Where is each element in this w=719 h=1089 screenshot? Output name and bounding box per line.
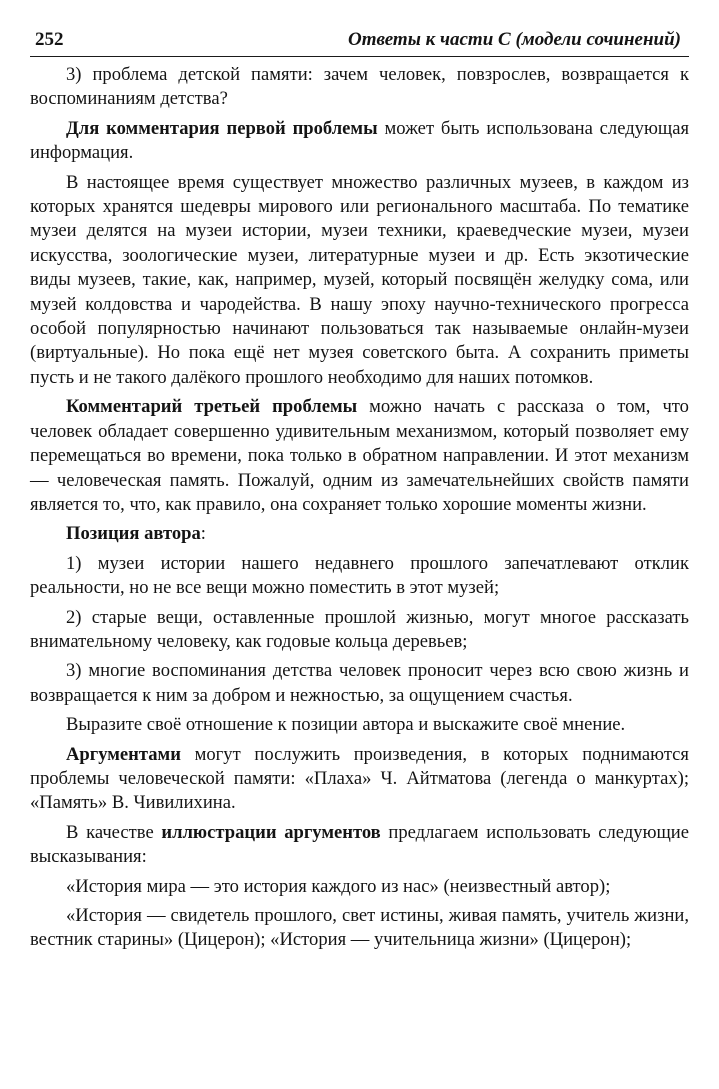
paragraph: Позиция автора: — [66, 523, 206, 545]
paragraph: 1) музеи истории нашего недавнего прошлого запечатлевают отклик реальности, но не все вещи можно поместить в этот музей; — [30, 552, 689, 599]
paragraph: В настоящее время существует множество различных музеев, в каждом из которых хранятся шедевры мирового или регионального масштаба. По тематике музеи делятся на музеи истории, музеи техники, краеведческие музеи, музеи искусства, зоологические музеи, литературные музеи и др. Есть экзотические виды музеев, такие, как, например, музей, который посвящён желудку сома, или музей колдовства и чародейства. В нашу эпоху научно-технического прогресса особой популярностью начинают пользоваться так называемые онлайн-музеи (виртуальные). Но пока ещё нет музея советского быта. А сохранить приметы пусть и не такого далёкого прошлого необходимо для наших потомков. — [30, 171, 689, 388]
header-rule — [30, 56, 689, 57]
paragraph: Для комментария первой проблемы может быть использована следующая информация. — [30, 117, 689, 164]
paragraph: «История — свидетель прошлого, свет истины, живая память, учитель жизни, вестник старины» (Цицерон); «История — учительница жизни» (Цицерон); — [30, 905, 689, 951]
page-body — [30, 63, 689, 953]
page-header — [30, 28, 689, 52]
paragraph: Выразите своё отношение к позиции автора и выскажите своё мнение. — [66, 714, 626, 736]
paragraph: 2) старые вещи, оставленные прошлой жизнью, могут многое рассказать внимательному человеку, как годовые кольца деревьев; — [30, 606, 689, 652]
paragraph: 3) многие воспоминания детства человек проносит через всю свою жизнь и возвращается к ним за добром и нежностью, за ощущением счастья. — [30, 660, 689, 706]
running-title: Ответы к части С (модели сочинений) — [347, 29, 681, 50]
paragraph: 3) проблема детской памяти: зачем человек, повзрослев, возвращается к воспоминаниям детства? — [30, 64, 689, 110]
page-number: 252 — [35, 29, 64, 50]
paragraph: «История мира — это история каждого из нас» (неизвестный автор); — [66, 875, 611, 897]
paragraph: Комментарий третьей проблемы можно начать с рассказа о том, что человек обладает совершенно удивительным механизмом, который позволяет ему перемещаться во времени, пока только в обратном направлении. И этот механизм — человеческая память. Пожалуй, одним из замечательнейших свойств памяти является то, что, как правило, она сохраняет только хорошие моменты жизни. — [30, 396, 689, 515]
paragraph: В качестве иллюстрации аргументов предлагаем использовать следующие высказывания: — [30, 821, 689, 868]
paragraph: Аргументами могут послужить произведения, в которых поднимаются проблемы человеческой памяти: «Плаха» Ч. Айтматова (легенда о манкуртах); «Память» В. Чивилихина. — [30, 743, 689, 814]
